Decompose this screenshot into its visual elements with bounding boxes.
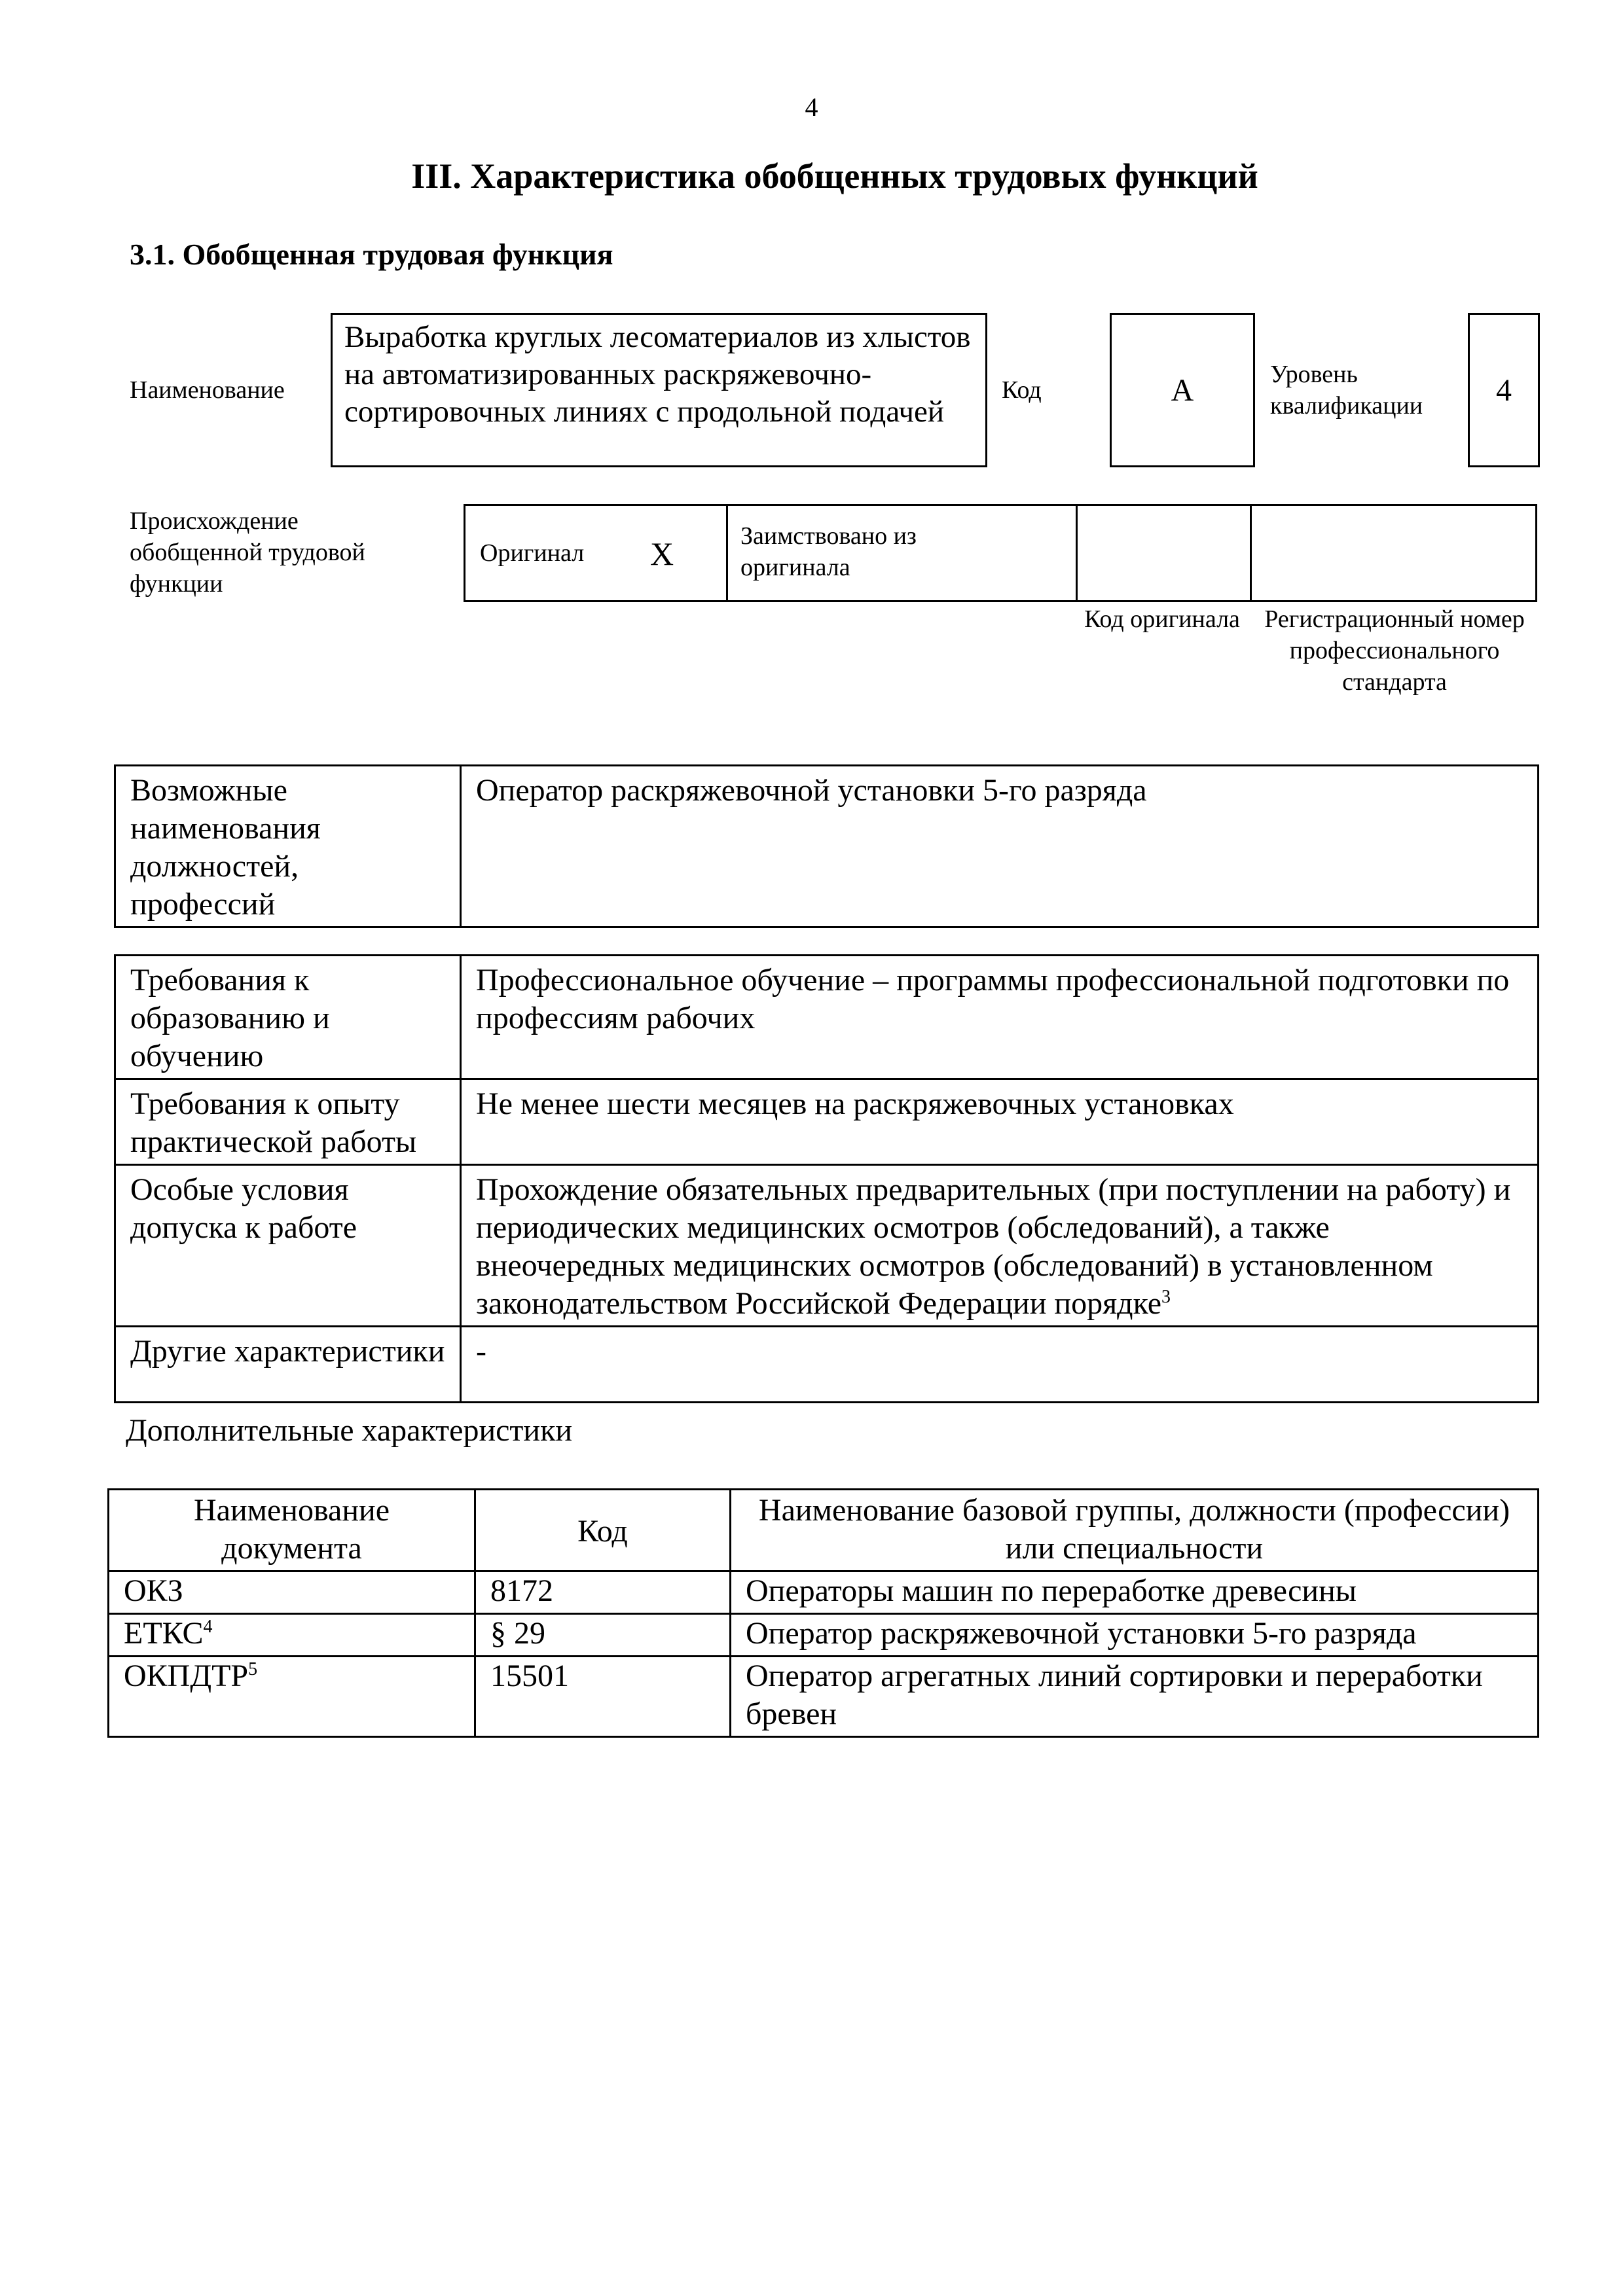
education-value: Профессиональное обучение – программы профессиональной подготовки по профессиям рабочих xyxy=(461,956,1539,1079)
additional-title: Дополнительные характеристики xyxy=(126,1413,573,1448)
education-label: Требования к образованию и обучению xyxy=(115,956,461,1079)
admission-label: Особые условия допуска к работе xyxy=(115,1165,461,1327)
row-doc: ЕТКС$^4$ xyxy=(109,1614,475,1657)
borrowed-label: Заимствовано из оригинала xyxy=(740,522,917,581)
table-row xyxy=(115,1327,1539,1403)
section-title: III. Характеристика обобщенных трудовых функций xyxy=(411,156,1258,196)
experience-value: Не менее шести месяцев на раскряжевочных установках xyxy=(461,1079,1539,1165)
code-value-box xyxy=(1110,313,1255,467)
table-header-row xyxy=(109,1490,1539,1571)
header-code: Код xyxy=(475,1490,731,1571)
additional-table xyxy=(107,1488,1539,1738)
table-row xyxy=(115,1079,1539,1165)
other-label: Другие характеристики xyxy=(115,1327,461,1403)
positions-value: Оператор раскряжевочной установки 5-го разряда xyxy=(461,766,1539,927)
positions-table xyxy=(114,764,1539,928)
code-value: A xyxy=(1171,372,1194,408)
table-row xyxy=(109,1571,1539,1614)
table-row xyxy=(109,1614,1539,1657)
footnote-3: 3 xyxy=(1161,1287,1171,1307)
level-value: 4 xyxy=(1496,372,1512,408)
function-name-box xyxy=(331,313,987,467)
function-name-value: Выработка круглых лесоматериалов из хлыстов на автоматизированных раскряжевочно-сортировочных линиях с продольной подачей xyxy=(344,320,971,429)
requirements-table xyxy=(114,954,1539,1403)
row-name: Операторы машин по переработке древесины xyxy=(731,1571,1539,1614)
reg-number-caption: Регистрационный номер профессионального стандарта xyxy=(1264,605,1525,696)
origin-box xyxy=(464,504,1537,602)
footnote-4: 4 xyxy=(203,1617,213,1637)
code-label: Код xyxy=(1002,376,1042,404)
level-label: Уровень квалификации xyxy=(1270,361,1423,420)
original-label: Оригинал xyxy=(480,539,585,567)
origin-label: Происхождение обобщенной трудовой функции xyxy=(130,507,365,598)
origin-divider-3 xyxy=(1250,504,1252,602)
table-row xyxy=(115,956,1539,1079)
row-code: 8172 xyxy=(475,1571,731,1614)
original-code-caption: Код оригинала xyxy=(1084,605,1240,633)
header-doc: Наименование документа xyxy=(109,1490,475,1571)
admission-value-cell xyxy=(461,1165,1539,1327)
row-doc: ОКПДТР$^5$ xyxy=(109,1657,475,1737)
origin-divider-1 xyxy=(726,504,728,602)
experience-label: Требования к опыту практической работы xyxy=(115,1079,461,1165)
name-label: Наименование xyxy=(130,376,285,404)
level-value-box xyxy=(1468,313,1540,467)
table-row xyxy=(115,1165,1539,1327)
original-mark: X xyxy=(650,535,674,572)
subsection-title: 3.1. Обобщенная трудовая функция xyxy=(130,238,613,271)
page-number: 4 xyxy=(805,92,818,122)
row-code: § 29 xyxy=(475,1614,731,1657)
admission-value: Прохождение обязательных предварительных (при поступлении на работу) и периодических медицинских осмотров (обследований), а также внеочередных медицинских осмотров (обследований) в установленном законодательством Российской Федерации порядке xyxy=(476,1172,1511,1321)
row-code: 15501 xyxy=(475,1657,731,1737)
row-name: Оператор агрегатных линий сортировки и переработки бревен xyxy=(731,1657,1539,1737)
positions-row xyxy=(115,766,1539,927)
row-doc: ОКЗ xyxy=(109,1571,475,1614)
row-name: Оператор раскряжевочной установки 5-го разряда xyxy=(731,1614,1539,1657)
other-value: - xyxy=(461,1327,1539,1403)
positions-label: Возможные наименования должностей, профессий xyxy=(115,766,461,927)
table-row xyxy=(109,1657,1539,1737)
header-name: Наименование базовой группы, должности (профессии) или специальности xyxy=(731,1490,1539,1571)
footnote-5: 5 xyxy=(248,1659,258,1679)
origin-divider-2 xyxy=(1076,504,1078,602)
